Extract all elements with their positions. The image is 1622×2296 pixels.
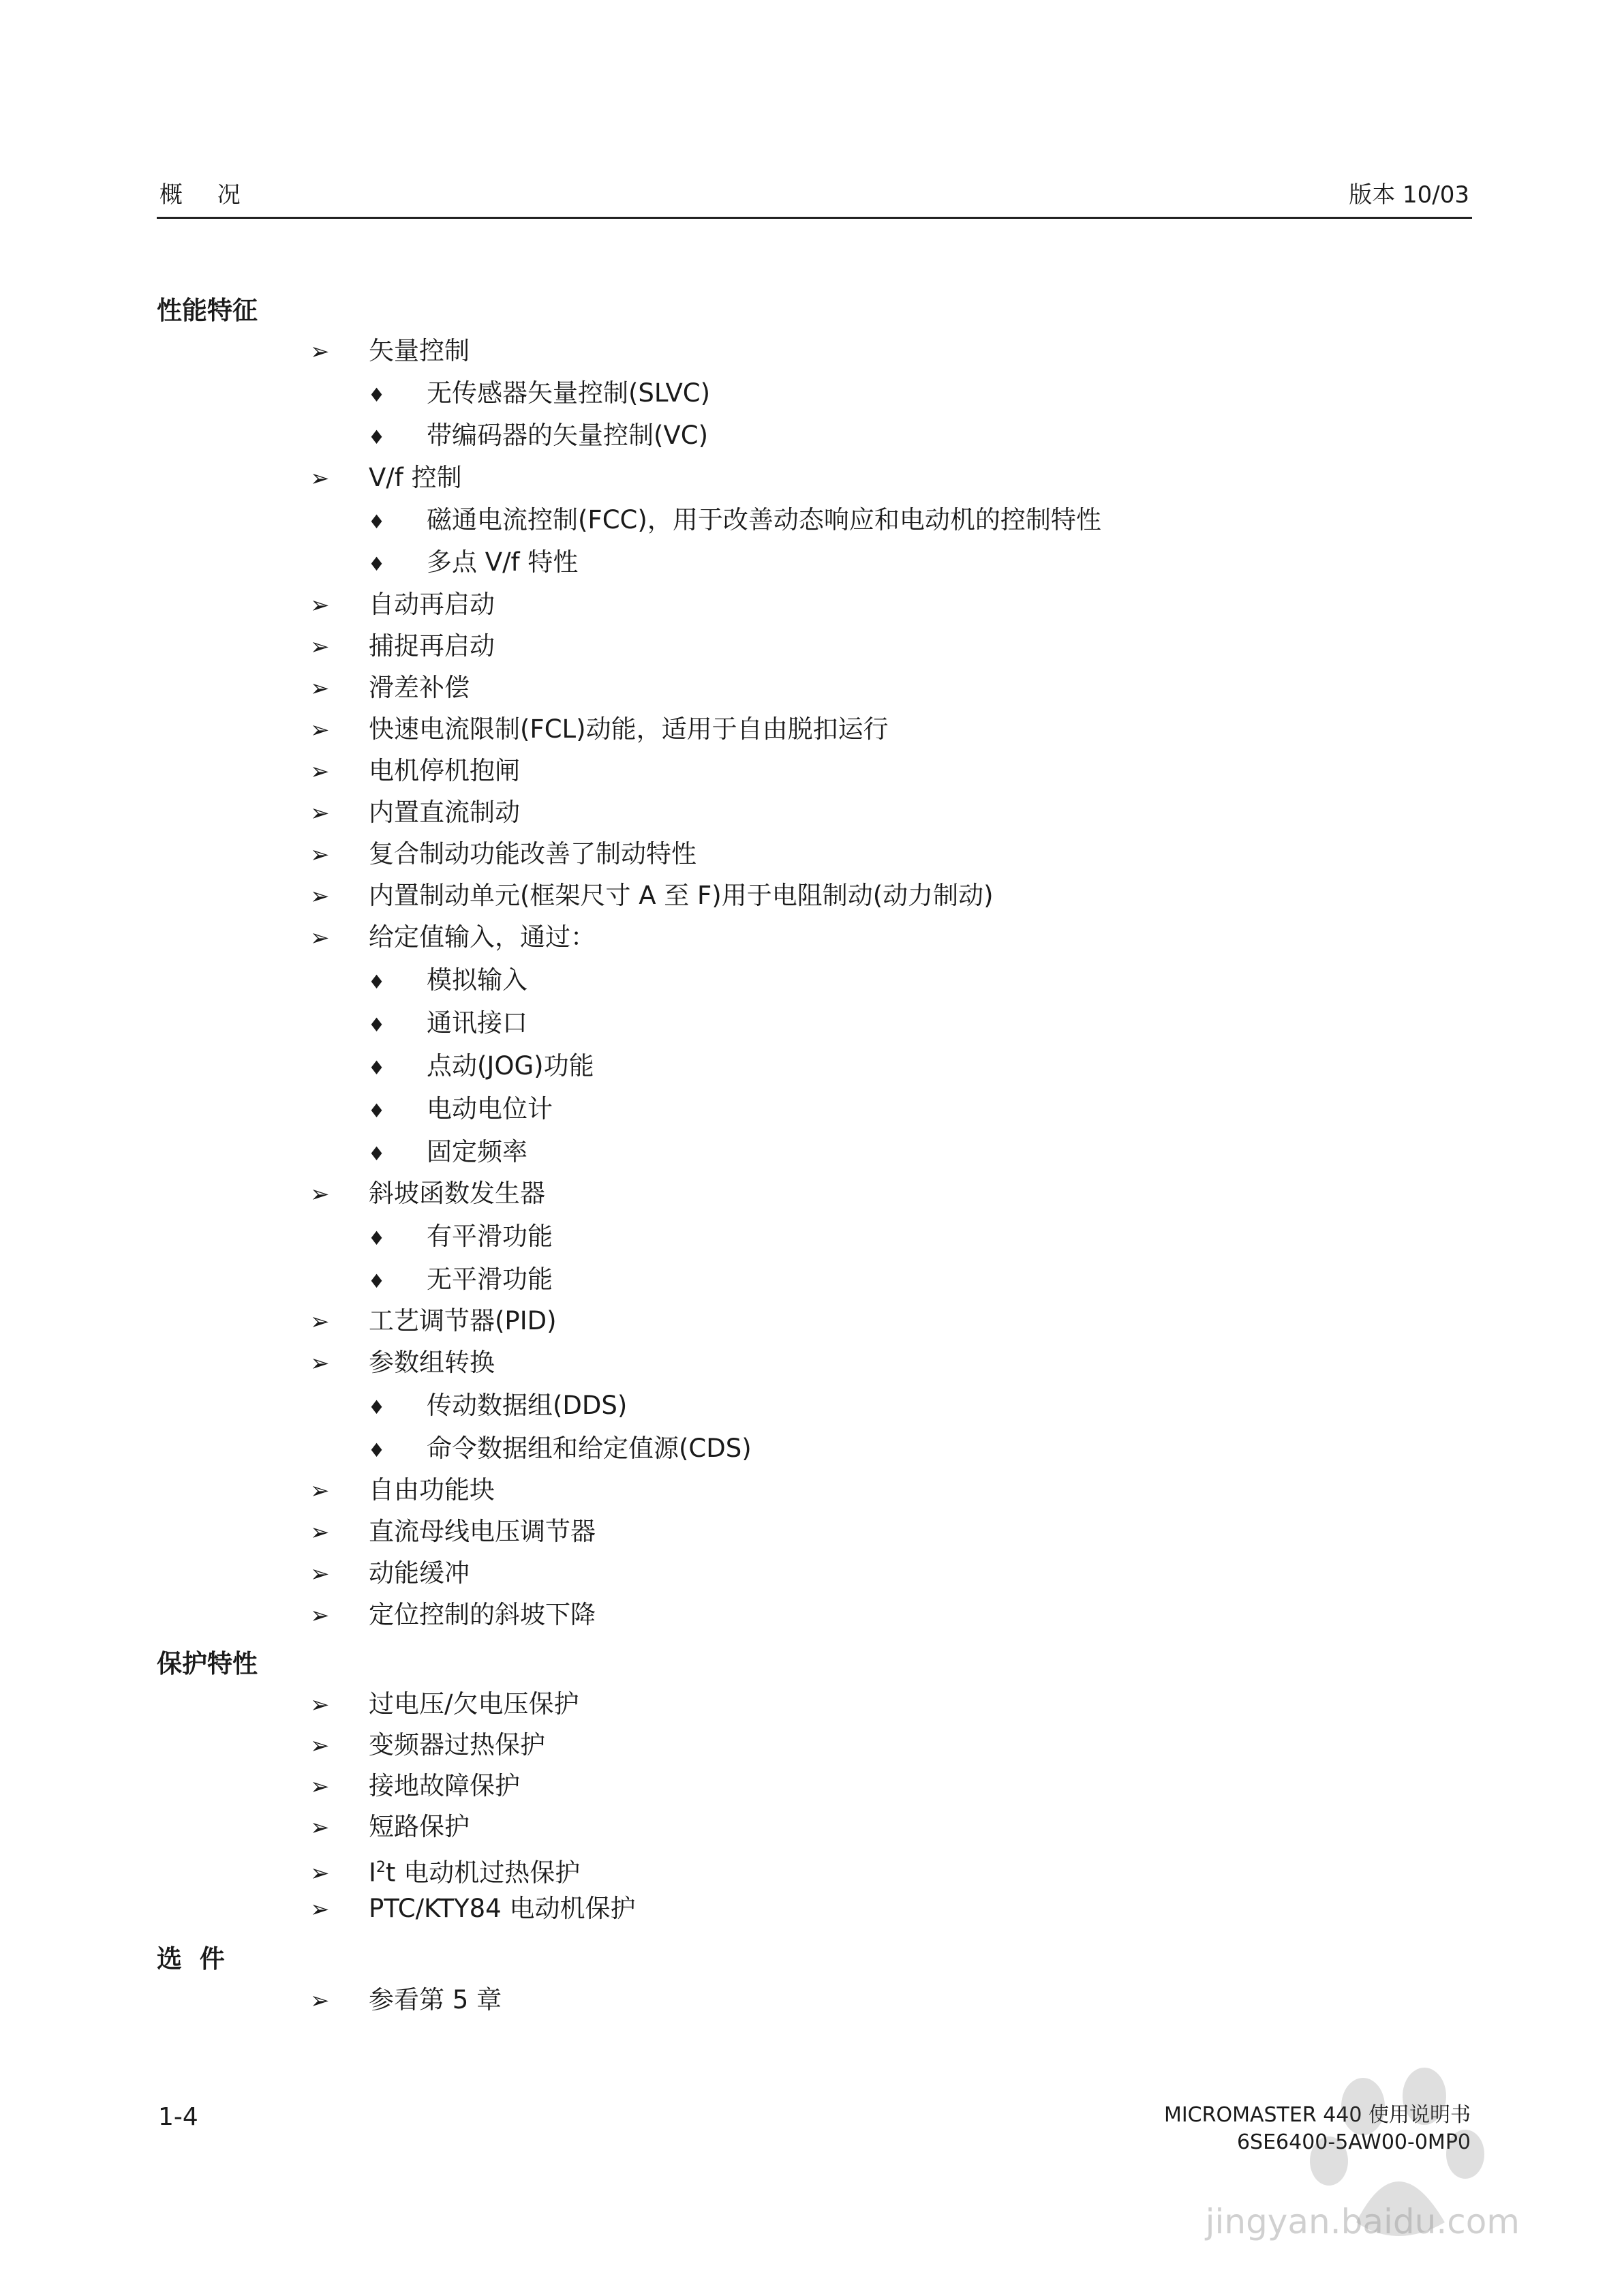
diamond-bullet-icon: ♦ — [368, 553, 386, 575]
diamond-bullet-icon: ♦ — [368, 1270, 386, 1293]
sub-list-item: ♦ 通讯接口 — [368, 1008, 527, 1040]
diamond-bullet-icon: ♦ — [368, 426, 386, 449]
section-title-performance: 性能特征 — [157, 296, 258, 325]
arrow-bullet-icon: ➢ — [310, 1814, 330, 1841]
arrow-bullet-icon: ➢ — [310, 1896, 330, 1923]
sub-list-item: ♦ 无平滑功能 — [368, 1265, 553, 1297]
list-item: ➢ 矢量控制 — [310, 336, 470, 365]
arrow-bullet-icon: ➢ — [310, 1519, 330, 1546]
sub-list-item: ♦ 无传感器矢量控制(SLVC) — [368, 378, 710, 410]
arrow-bullet-icon: ➢ — [310, 1308, 330, 1335]
list-item: ➢ 定位控制的斜坡下降 — [310, 1600, 596, 1629]
sub-list-item: ♦ 电动电位计 — [368, 1094, 553, 1126]
list-item: ➢ 变频器过热保护 — [310, 1730, 545, 1759]
list-item: ➢ 内置直流制动 — [310, 798, 520, 827]
diamond-bullet-icon: ♦ — [368, 1396, 386, 1419]
diamond-bullet-icon: ♦ — [368, 1100, 386, 1122]
diamond-bullet-icon: ♦ — [368, 384, 386, 406]
diamond-bullet-icon: ♦ — [368, 1143, 386, 1165]
list-item: ➢ 自由功能块 — [310, 1475, 495, 1505]
arrow-bullet-icon: ➢ — [310, 1560, 330, 1588]
arrow-bullet-icon: ➢ — [310, 883, 330, 910]
arrow-bullet-icon: ➢ — [310, 1773, 330, 1800]
arrow-bullet-icon: ➢ — [310, 465, 330, 492]
list-item: ➢ 动能缓冲 — [310, 1558, 470, 1588]
list-item: ➢ 参看第 5 章 — [310, 1985, 502, 2014]
arrow-bullet-icon: ➢ — [310, 1350, 330, 1377]
list-item: ➢ 复合制动功能改善了制动特性 — [310, 839, 697, 868]
arrow-bullet-icon: ➢ — [310, 1987, 330, 2014]
list-item: ➢ 直流母线电压调节器 — [310, 1517, 596, 1546]
list-item: ➢ $I^2t$ 电动机过热保护 — [310, 1858, 581, 1888]
list-item: ➢ 捕捉再启动 — [310, 631, 495, 661]
footer-manual-title: MICROMASTER 440 使用说明书 — [1163, 2103, 1471, 2127]
arrow-bullet-icon: ➢ — [310, 716, 330, 744]
list-item: ➢ 过电压/欠电压保护 — [310, 1689, 579, 1719]
arrow-bullet-icon: ➢ — [310, 758, 330, 785]
header-chapter: 概 况 — [159, 181, 254, 209]
arrow-bullet-icon: ➢ — [310, 1477, 330, 1505]
list-item: ➢ PTC/KTY84 电动机保护 — [310, 1894, 636, 1923]
list-item: ➢ 斜坡函数发生器 — [310, 1179, 545, 1208]
list-item: ➢ 电机停机抱闸 — [310, 756, 520, 785]
sub-list-item: ♦ 固定频率 — [368, 1137, 527, 1169]
page-number: 1-4 — [158, 2103, 198, 2131]
watermark-text: jingyan.baidu.com — [1205, 2202, 1520, 2241]
sub-list-item: ♦ 传动数据组(DDS) — [368, 1391, 627, 1423]
list-item: ➢ 给定值输入，通过： — [310, 922, 596, 952]
list-item: ➢ 快速电流限制(FCL)动能，适用于自由脱扣运行 — [310, 714, 889, 744]
arrow-bullet-icon: ➢ — [310, 1602, 330, 1629]
arrow-bullet-icon: ➢ — [310, 924, 330, 952]
list-item: ➢ 工艺调节器(PID) — [310, 1306, 557, 1335]
page-header — [157, 176, 1472, 219]
list-item: ➢ 短路保护 — [310, 1812, 470, 1841]
list-item: ➢ 滑差补偿 — [310, 673, 470, 702]
sub-list-item: ♦ 带编码器的矢量控制(VC) — [368, 421, 708, 453]
list-item: ➢ 自动再启动 — [310, 590, 495, 619]
arrow-bullet-icon: ➢ — [310, 1732, 330, 1759]
diamond-bullet-icon: ♦ — [368, 511, 386, 533]
header-version: 版本 10/03 — [1349, 181, 1469, 209]
diamond-bullet-icon: ♦ — [368, 1057, 386, 1079]
arrow-bullet-icon: ➢ — [310, 1691, 330, 1719]
arrow-bullet-icon: ➢ — [310, 675, 330, 702]
arrow-bullet-icon: ➢ — [310, 1860, 330, 1888]
diamond-bullet-icon: ♦ — [368, 1439, 386, 1462]
sub-list-item: ♦ 点动(JOG)功能 — [368, 1051, 594, 1083]
list-item: ➢ V/f 控制 — [310, 463, 462, 492]
list-item: ➢ 参数组转换 — [310, 1348, 495, 1377]
section-title-protection: 保护特性 — [157, 1649, 258, 1678]
arrow-bullet-icon: ➢ — [310, 338, 330, 365]
diamond-bullet-icon: ♦ — [368, 1014, 386, 1036]
sub-list-item: ♦ 多点 V/f 特性 — [368, 547, 578, 579]
arrow-bullet-icon: ➢ — [310, 1181, 330, 1208]
sub-list-item: ♦ 模拟输入 — [368, 965, 527, 997]
arrow-bullet-icon: ➢ — [310, 592, 330, 619]
diamond-bullet-icon: ♦ — [368, 971, 386, 993]
list-item: ➢ 接地故障保护 — [310, 1771, 520, 1800]
sub-list-item: ♦ 命令数据组和给定值源(CDS) — [368, 1434, 752, 1466]
arrow-bullet-icon: ➢ — [310, 633, 330, 661]
diamond-bullet-icon: ♦ — [368, 1227, 386, 1250]
footer-order-code: 6SE6400-5AW00-0MP0 — [1236, 2130, 1471, 2154]
section-title-options: 选 件 — [157, 1944, 225, 1974]
sub-list-item: ♦ 有平滑功能 — [368, 1222, 553, 1254]
list-item: ➢ 内置制动单元(框架尺寸 A 至 F)用于电阻制动(动力制动) — [310, 881, 994, 910]
arrow-bullet-icon: ➢ — [310, 800, 330, 827]
arrow-bullet-icon: ➢ — [310, 841, 330, 868]
sub-list-item: ♦ 磁通电流控制(FCC)，用于改善动态响应和电动机的控制特性 — [368, 505, 1101, 537]
